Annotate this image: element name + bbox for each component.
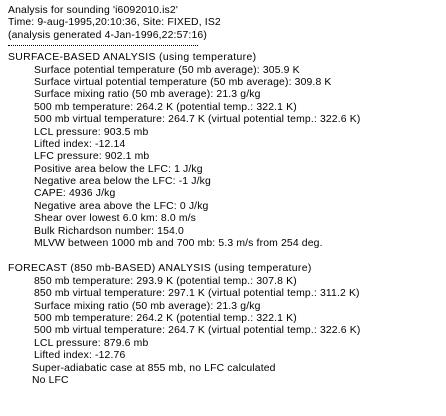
surface-line: Positive area below the LFC: 1 J/kg [34, 163, 203, 175]
surface-line: Lifted index: -12.14 [34, 138, 126, 150]
header-time-site: Time: 9-aug-1995,20:10:36, Site: FIXED, IS2 [8, 17, 221, 29]
surface-line: MLVW between 1000 mb and 700 mb: 5.3 m/s from 254 deg. [34, 238, 323, 250]
surface-line: Negative area above the LFC: 0 J/kg [34, 200, 209, 212]
forecast-line: 850 mb virtual temperature: 297.1 K (virtual potential temp.: 311.2 K) [34, 288, 360, 300]
surface-section-title: SURFACE-BASED ANALYSIS (using temperature) [8, 52, 257, 64]
surface-line: Surface mixing ratio (50 mb average): 21.3 g/kg [34, 89, 261, 101]
forecast-line: LCL pressure: 879.6 mb [34, 337, 149, 349]
forecast-line: 850 mb temperature: 293.9 K (potential temp.: 307.8 K) [34, 275, 297, 287]
forecast-note: Super-adiabatic case at 855 mb, no LFC calculated [32, 362, 276, 374]
surface-line: LCL pressure: 903.5 mb [34, 126, 149, 138]
surface-line: 500 mb temperature: 264.2 K (potential temp.: 322.1 K) [34, 101, 297, 113]
header-divider [8, 43, 198, 46]
surface-line: 500 mb virtual temperature: 264.7 K (virtual potential temp.: 322.6 K) [34, 114, 361, 126]
surface-line: CAPE: 4936 J/kg [34, 188, 116, 200]
forecast-line: 500 mb virtual temperature: 264.7 K (virtual potential temp.: 322.6 K) [34, 325, 361, 337]
surface-line: LFC pressure: 902.1 mb [34, 151, 150, 163]
header-title: Analysis for sounding 'i6092010.is2' [8, 5, 178, 16]
surface-line: Surface virtual potential temperature (50 mb average): 309.8 K [34, 76, 332, 88]
surface-line: Bulk Richardson number: 154.0 [34, 225, 184, 237]
header-generated: (analysis generated 4-Jan-1996,22:57:16) [8, 29, 207, 41]
surface-line: Shear over lowest 6.0 km: 8.0 m/s [34, 213, 197, 225]
forecast-line: Lifted index: -12.76 [34, 350, 126, 362]
forecast-line: 500 mb temperature: 264.2 K (potential temp.: 322.1 K) [34, 312, 297, 324]
surface-line: Surface potential temperature (50 mb average): 305.9 K [34, 64, 300, 76]
section-spacer [8, 250, 442, 262]
forecast-note: No LFC [32, 374, 69, 386]
sounding-analysis-document [8, 5, 442, 387]
forecast-line: Surface mixing ratio (50 mb average): 21.3 g/kg [34, 300, 261, 312]
surface-line: Negative area below the LFC: -1 J/kg [34, 176, 211, 188]
forecast-section-title: FORECAST (850 mb-BASED) ANALYSIS (using temperature) [8, 263, 312, 275]
